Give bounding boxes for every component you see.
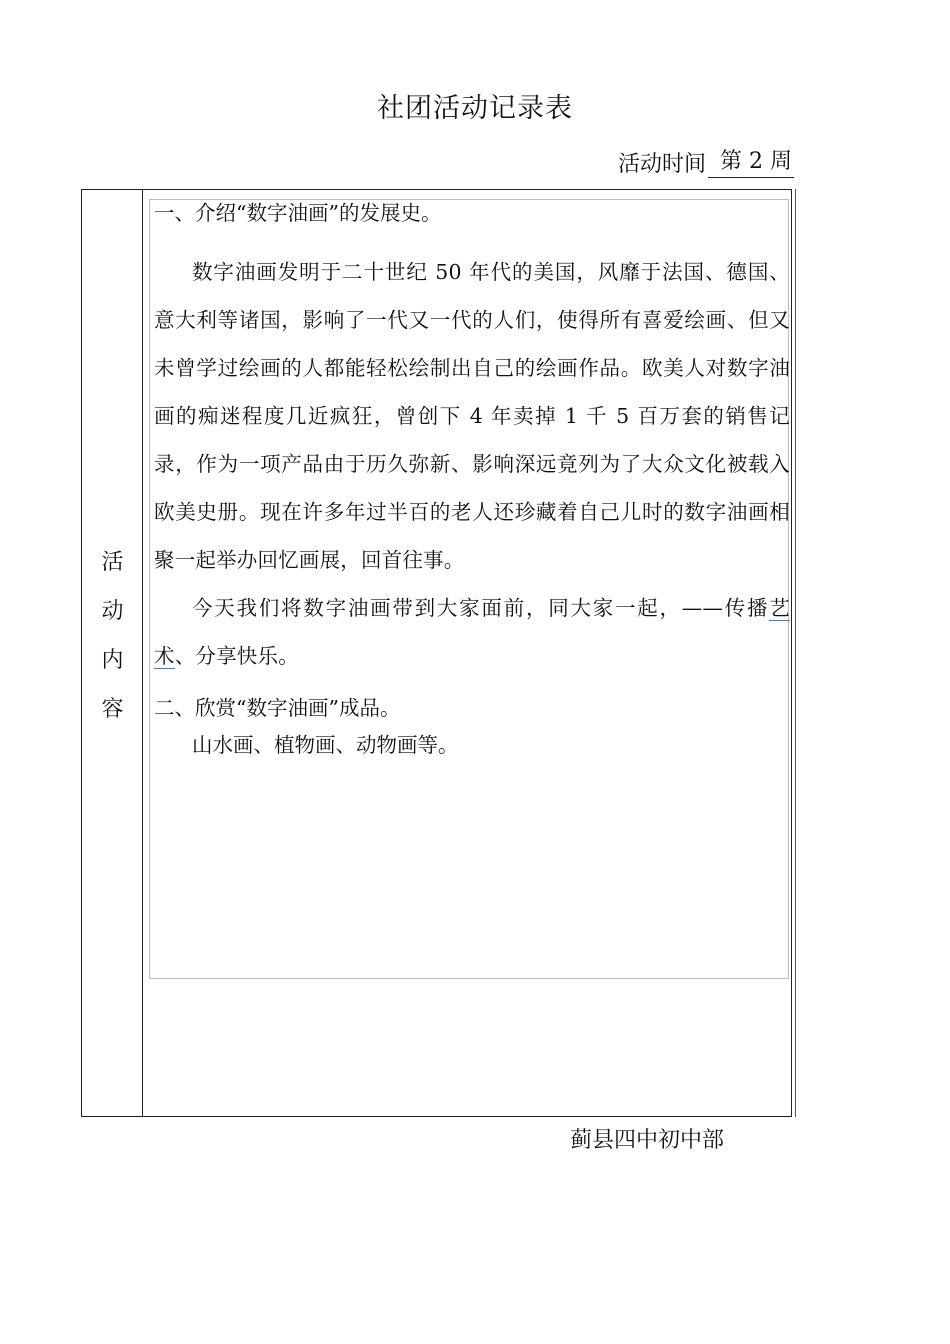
row-label-cell	[82, 190, 143, 1116]
row-label	[82, 538, 143, 734]
content-text-box	[149, 199, 789, 979]
section2-text: 山水画、植物画、动物画等。	[192, 733, 459, 757]
row-label-char: 动	[101, 599, 124, 624]
row-label-char: 容	[101, 697, 124, 722]
history-paragraph: 数字油画发明于二十世纪 50 年代的美国，风靡于法国、德国、意大利等诸国，影响了一代又一代的人们，使得所有喜爱绘画、但又未曾学过绘画的人都能轻松绘制出自己的绘画作品。欧美人对数字油画的痴迷程度几近疯狂，曾创下 4 年卖掉 1 千 5 百万套的销售记录，作为一项产品由于历久弥新、影响深远竟列为了大众文化被载入欧美史册。现在许多年过半百的老人还珍藏着自己儿时的数字油画相聚一起举办回忆画展，回首往事。	[154, 260, 790, 572]
intro-text-end: 、分享快乐。	[174, 644, 299, 668]
activity-content	[154, 200, 790, 764]
section2-heading: 二、欣赏“数字油画”成品。	[154, 696, 401, 720]
intro-text: 今天我们将数字油画带到大家面前，同大家一起，——传播	[192, 596, 770, 620]
section1-heading: 一、介绍“数字油画”的发展史。	[154, 201, 442, 225]
intro-paragraph	[154, 584, 790, 680]
activity-time-row	[618, 144, 794, 178]
underlined-word: 艺术	[154, 596, 790, 668]
record-table	[81, 189, 792, 1117]
document-title: 社团活动记录表	[377, 93, 573, 124]
activity-time-value: 第 2 周	[708, 144, 794, 178]
row-label-char: 内	[101, 648, 124, 673]
row-label-char: 活	[101, 550, 124, 575]
activity-time-label: 活动时间	[618, 152, 707, 177]
school-name: 蓟县四中初中部	[570, 1128, 725, 1153]
